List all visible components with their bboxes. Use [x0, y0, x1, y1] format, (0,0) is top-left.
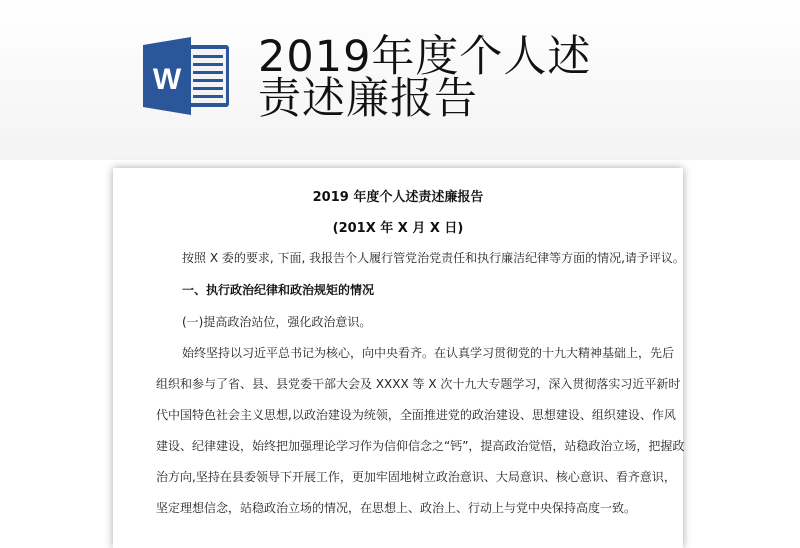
paragraph-line: 组织和参与了省、县、县党委干部大会及 XXXX 等 X 次十九大专题学习，深入贯彻落实习近平新时 — [156, 377, 681, 391]
banner-title-line-2: 责述廉报告 — [258, 74, 478, 124]
paragraph-line: 建设、纪律建设，始终把加强理论学习作为信仰信念之“钙”，提高政治觉悟，站稳政治立场，把握政 — [156, 439, 685, 453]
document-title: 2019 年度个人述责述廉报告 — [312, 190, 484, 205]
document-date: (201X 年 X 月 X 日) — [332, 221, 464, 236]
word-logo-icon — [143, 35, 231, 117]
svg-text:W: W — [152, 63, 182, 96]
subsection-heading: (一)提高政治站位，强化政治意识。 — [182, 315, 372, 329]
paragraph-line: 治方向,坚持在县委领导下开展工作，更加牢固地树立政治意识、大局意识、核心意识、看齐意识， — [156, 470, 676, 484]
paragraph-line: 坚定理想信念，站稳政治立场的情况，在思想上、政治上、行动上与党中央保持高度一致。 — [156, 501, 637, 515]
paragraph-line: 始终坚持以习近平总书记为核心，向中央看齐。在认真学习贯彻党的十九大精神基础上，先后 — [182, 346, 675, 360]
paragraph-line: 代中国特色社会主义思想,以政治建设为统领，全面推进党的政治建设、思想建设、组织建设、作风 — [156, 408, 676, 422]
banner-title — [258, 32, 592, 124]
section-heading: 一、执行政治纪律和政治规矩的情况 — [182, 283, 375, 297]
document-page — [113, 168, 683, 548]
intro-paragraph: 按照 X 委的要求, 下面, 我报告个人履行管党治党责任和执行廉洁纪律等方面的情况,请予评议。 — [182, 251, 685, 265]
banner-title-line-1: 2019年度个人述 — [258, 32, 592, 82]
